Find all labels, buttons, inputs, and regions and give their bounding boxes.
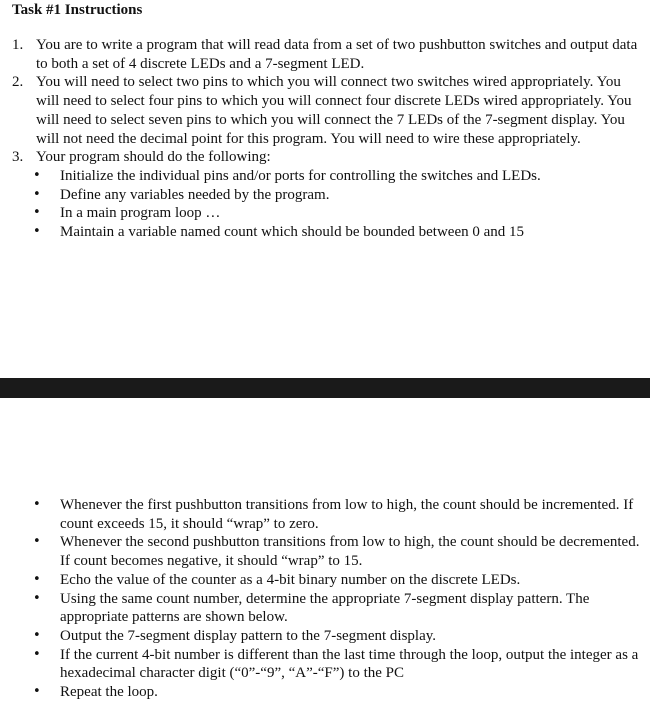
bullet-text: Define any variables needed by the program. bbox=[60, 186, 330, 203]
lower-bullet-section bbox=[0, 496, 650, 702]
list-item-3 bbox=[0, 148, 650, 167]
bullet-text: In a main program loop … bbox=[60, 205, 221, 222]
bullet-text: Echo the value of the counter as a 4-bit binary number on the discrete LEDs. bbox=[60, 571, 521, 588]
bullet-text: Whenever the first pushbutton transitions from low to high, the count should be incremented. If count exceeds 15, it should “wrap” to zero. bbox=[60, 497, 634, 532]
bullet-item bbox=[0, 571, 650, 590]
bullet-icon: • bbox=[33, 646, 41, 662]
bullet-icon: • bbox=[33, 205, 41, 221]
bullet-text: If the current 4-bit number is different than the last time through the loop, output the integer as a hexadecimal character digit (“0”-“9”, “A”-“F”) to the PC bbox=[60, 646, 639, 682]
bullet-icon: • bbox=[33, 497, 41, 512]
numbered-list bbox=[0, 36, 650, 242]
bullet-icon: • bbox=[33, 186, 41, 202]
bullet-item bbox=[0, 683, 650, 702]
bullet-item bbox=[0, 496, 650, 533]
bullet-icon: • bbox=[33, 167, 41, 183]
item-number: 2. bbox=[12, 74, 24, 91]
bullet-item bbox=[0, 590, 650, 627]
bullet-text: Output the 7-segment display pattern to the 7-segment display. bbox=[60, 627, 437, 644]
bullet-icon: • bbox=[33, 534, 41, 550]
upper-bullet-list bbox=[0, 167, 650, 242]
bullet-text: Maintain a variable named count which should be bounded between 0 and 15 bbox=[60, 224, 525, 241]
bullet-icon: • bbox=[33, 224, 41, 240]
list-item-2 bbox=[0, 73, 650, 148]
item-number: 1. bbox=[12, 37, 24, 53]
item-text: Your program should do the following: bbox=[36, 149, 271, 166]
bullet-icon: • bbox=[33, 684, 41, 700]
redaction-bar bbox=[0, 378, 650, 398]
bullet-text: Initialize the individual pins and/or ports for controlling the switches and LEDs. bbox=[60, 167, 541, 184]
bullet-item bbox=[0, 167, 650, 186]
bullet-item bbox=[0, 533, 650, 570]
bullet-item bbox=[0, 223, 650, 242]
list-item-1 bbox=[0, 36, 650, 73]
lower-bullet-list bbox=[0, 496, 650, 702]
bullet-item bbox=[0, 646, 650, 683]
bullet-text: Repeat the loop. bbox=[60, 684, 158, 701]
item-number: 3. bbox=[12, 149, 24, 166]
bullet-icon: • bbox=[33, 627, 41, 643]
bullet-item bbox=[0, 204, 650, 223]
bullet-item bbox=[0, 186, 650, 205]
bullet-item bbox=[0, 627, 650, 646]
item-text: You are to write a program that will read data from a set of two pushbutton switches and output data to both a set of 4 discrete LEDs and a 7-segment LED. bbox=[36, 37, 638, 72]
bullet-icon: • bbox=[33, 571, 41, 587]
page-title: Task #1 Instructions bbox=[12, 2, 143, 18]
item-text: You will need to select two pins to which you will connect two switches wired appropriately. You will need to select four pins to which you will connect four discrete LEDs wired appropriately. You will need to select seven pins to which you will connect the 7 LEDs of the 7-segment display. You will not need the decimal point for this program. You will need to wire these appropriately. bbox=[36, 74, 632, 147]
bullet-icon: • bbox=[33, 590, 41, 606]
bullet-text: Using the same count number, determine the appropriate 7-segment display pattern. The appropriate patterns are shown below. bbox=[60, 590, 590, 626]
bullet-text: Whenever the second pushbutton transitions from low to high, the count should be decremented. If count becomes negative, it should “wrap” to 15. bbox=[60, 534, 640, 570]
